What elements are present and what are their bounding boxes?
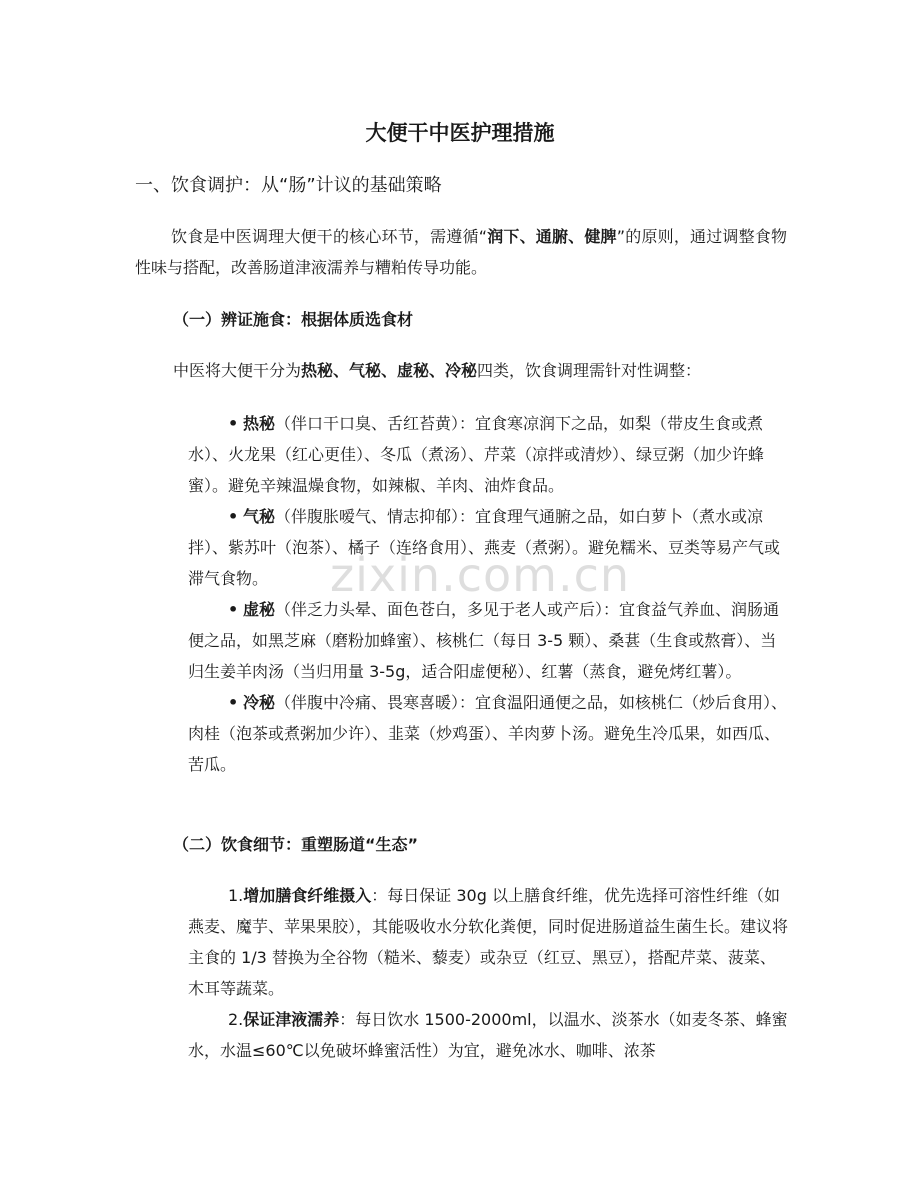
item-name: 保证津液濡养 [243,1010,340,1029]
lead-text-pre: 中医将大便干分为 [173,361,302,380]
watermark: zixin.com.cn [330,548,631,602]
item-number: 2. [228,1010,244,1029]
item-text: ：每日保证 30g 以上膳食纤维，优先选择可溶性纤维（如燕麦、魔芋、苹果果胶），其能吸收水分软化粪便，同时促进肠道益生菌生长。建议将主食的 1/3 替换为全谷物（糙米、藜麦）或杂豆（红豆、黑豆），搭配芹菜、菠菜、木耳等蔬菜。 [188,886,789,998]
section-heading-diet: 一、饮食调护：从“肠”计议的基础策略 [135,175,442,196]
subheading-diet-details: （二）饮食细节：重塑肠道“生态” [173,835,419,854]
intro-text-bold: 润下、通腑、健脾 [487,227,617,246]
section-intro-paragraph [135,221,787,283]
item-number: 1. [228,886,244,905]
intro-text-pre: 饮食是中医调理大便干的核心环节，需遵循“ [171,227,487,246]
list-item [188,501,788,594]
list-item [188,880,788,1004]
item-text: （伴乏力头晕、面色苍白，多见于老人或产后）：宜食益气养血、润肠通便之品，如黑芝麻（磨粉加蜂蜜）、核桃仁（每日 3-5 颗）、桑葚（生食或熬膏）、当归生姜羊肉汤（当归用量 3-5g，适合阳虚便秘）、红薯（蒸食，避免烤红薯）。 [188,600,780,681]
item-text: （伴口干口臭、舌红苔黄）：宜食寒凉润下之品，如梨（带皮生食或煮水）、火龙果（红心更佳）、冬瓜（煮汤）、芹菜（凉拌或清炒）、绿豆粥（加少许蜂蜜）。避免辛辣温燥食物，如辣椒、羊肉、油炸食品。 [188,414,765,495]
subheading-syndrome-diet: （一）辨证施食：根据体质选食材 [173,310,414,329]
list-item [188,1004,788,1066]
bullet-icon: • [228,600,239,619]
page-title: 大便干中医护理措施 [365,121,555,145]
item-name: 虚秘 [243,600,276,619]
item-text: ：每日饮水 1500-2000ml，以温水、淡茶水（如麦冬茶、蜂蜜水，水温≤60℃以免破坏蜂蜜活性）为宜，避免冰水、咖啡、浓茶 [188,1010,788,1060]
item-name: 冷秘 [243,693,276,712]
item-name: 气秘 [243,507,276,526]
lead-text-bold: 热秘、气秘、虚秘、冷秘 [301,361,478,380]
lead-text-post: 四类，饮食调理需针对性调整： [477,361,702,380]
bullet-icon: • [228,414,239,433]
syndrome-list [188,408,788,780]
intro-text-post: ”的原则，通过调整食物性味与搭配，改善肠道津液濡养与糟粕传导功能。 [135,227,787,277]
item-name: 增加膳食纤维摄入 [243,886,372,905]
bullet-icon: • [228,507,239,526]
list-item [188,594,788,687]
diet-details-list [188,880,788,1066]
bullet-icon: • [228,693,239,712]
item-text: （伴腹中冷痛、畏寒喜暖）：宜食温阳通便之品，如核桃仁（炒后食用）、肉桂（泡茶或煮粥加少许）、韭菜（炒鸡蛋）、羊肉萝卜汤。避免生冷瓜果，如西瓜、苦瓜。 [188,693,788,774]
item-text: （伴腹胀嗳气、情志抑郁）：宜食理气通腑之品，如白萝卜（煮水或凉拌）、紫苏叶（泡茶）、橘子（连络食用）、燕麦（煮粥）。避免糯米、豆类等易产气或滞气食物。 [188,507,781,588]
syndrome-lead-paragraph [173,355,788,386]
list-item [188,408,788,501]
item-name: 热秘 [243,414,276,433]
list-item [188,687,788,780]
